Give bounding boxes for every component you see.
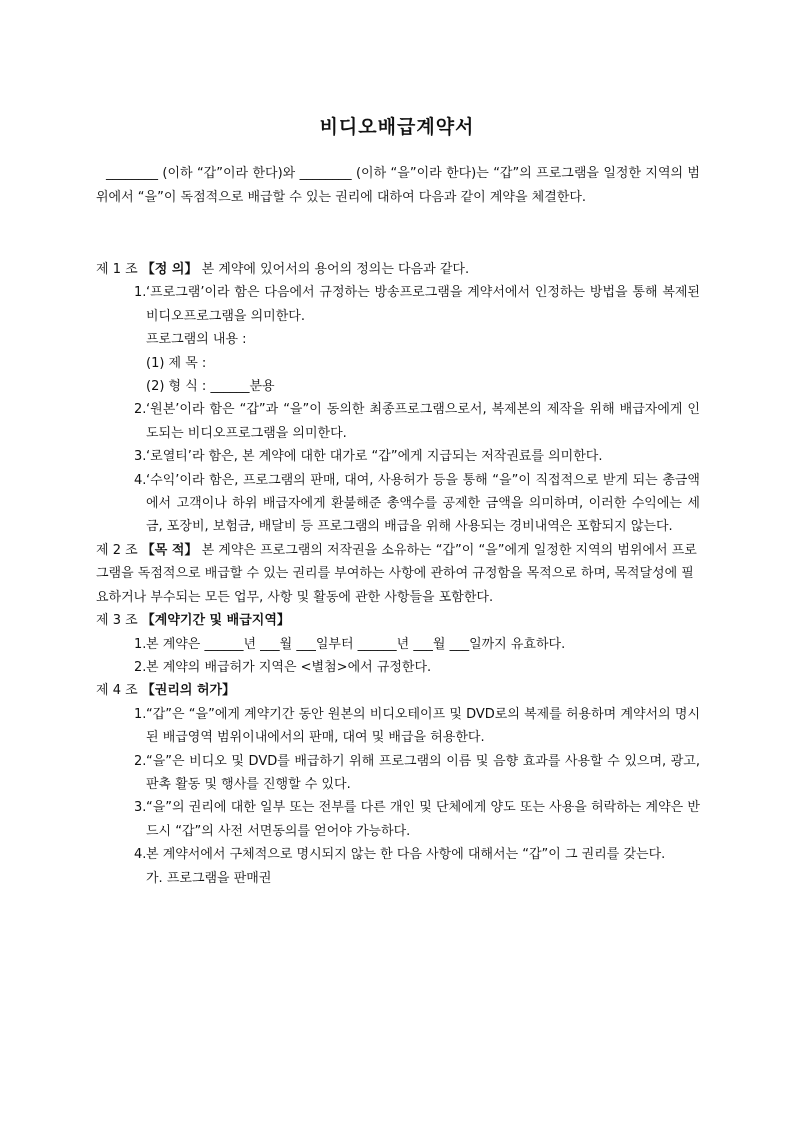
list-item xyxy=(96,867,700,890)
item-text: “을”의 권리에 대한 일부 또는 전부를 다른 개인 및 단체에게 양도 또는 사용을 허락하는 계약은 반드시 “갑”의 사전 서면동의를 얻어야 가능하다. xyxy=(146,800,700,839)
list-item xyxy=(96,656,700,679)
intro-paragraph: ________ (이하 “갑”이라 한다)와 ________ (이하 “을”이라 한다)는 “갑”의 프로그램을 일정한 지역의 범위에서 “을”이 독점적으로 배급할 수 있는 권리에 대하여 다음과 같이 계약을 체결한다. xyxy=(96,166,700,205)
item-number: 2. xyxy=(134,753,147,769)
article-2 xyxy=(96,539,700,609)
item-number: 1. xyxy=(134,706,147,722)
list-item xyxy=(96,750,700,797)
item-number: 4. xyxy=(134,847,147,863)
list-item xyxy=(96,843,700,866)
item-text: ‘원본’이라 함은 “갑”과 “을”이 동의한 최종프로그램으로서, 복제본의 제작을 위해 배급자에게 인도되는 비디오프로그램을 의미한다. xyxy=(146,402,700,441)
item-text: 본 계약서에서 구체적으로 명시되지 않는 한 다음 사항에 대해서는 “갑”이 그 권리를 갖는다. xyxy=(146,847,666,863)
list-item xyxy=(96,281,700,328)
list-item xyxy=(96,352,700,375)
article-title: 【정 의】 xyxy=(141,262,198,277)
article-label: 제 3 조 xyxy=(96,613,138,629)
article-1 xyxy=(96,258,700,281)
article-text: 본 계약은 프로그램의 저작권을 소유하는 “갑”이 “을”에게 일정한 지역의 범위에서 프로그램을 독점적으로 배급할 수 있는 권리를 부여하는 사항에 관하여 규정함을 목적으로 하며, 목적달성에 필요하거나 부수되는 모든 업무, 사항 및 활동에 관한 사항들을 포함한다. xyxy=(96,542,697,605)
list-item xyxy=(96,796,700,843)
item-text: ‘수익’이라 함은, 프로그램의 판매, 대여, 사용허가 등을 통해 “을”이 직접적으로 받게 되는 총금액에서 고객이나 하위 배급자에게 환불해준 총액수를 공제한 금액을 의미하며, 이러한 수익에는 세금, 포장비, 보험금, 배달비 등 프로그램의 배급을 위해 사용되는 경비내역은 포함되지 않는다. xyxy=(146,472,700,535)
list-item xyxy=(96,398,700,445)
item-number: 3. xyxy=(134,800,147,816)
item-text: “갑”은 “을”에게 계약기간 동안 원본의 비디오테이프 및 DVD로의 복제를 허용하며 계약서의 명시된 배급영역 범위이내에서의 판매, 대여 및 배급을 허용한다. xyxy=(146,706,700,746)
item-text: 본 계약은 ______년 ___월 ___일부터 ______년 ___월 ___일까지 유효하다. xyxy=(146,636,566,652)
list-item xyxy=(96,633,700,656)
article-label: 제 1 조 xyxy=(96,262,138,277)
item-text: 프로그램의 내용 : xyxy=(146,332,247,348)
item-number: 1. xyxy=(134,636,147,652)
article-label: 제 4 조 xyxy=(96,683,138,699)
article-title: 【권리의 허가】 xyxy=(141,683,236,699)
item-number: 2. xyxy=(134,402,147,418)
list-item xyxy=(96,328,700,351)
item-text: 가. 프로그램을 판매권 xyxy=(146,870,272,886)
article-title: 【계약기간 및 배급지역】 xyxy=(141,613,290,629)
list-item xyxy=(96,375,700,398)
item-number: 2. xyxy=(134,659,147,675)
article-4 xyxy=(96,679,700,702)
article-text: 본 계약에 있어서의 용어의 정의는 다음과 같다. xyxy=(197,262,470,277)
document-body xyxy=(96,258,700,890)
article-title: 【목 적】 xyxy=(141,542,198,558)
item-text: (2) 형 식 : ______분용 xyxy=(146,379,275,395)
item-number: 4. xyxy=(134,472,147,488)
item-number: 1. xyxy=(134,285,147,301)
list-item xyxy=(96,445,700,468)
list-item xyxy=(96,469,700,539)
document-title: 비디오배급계약서 xyxy=(319,116,475,138)
list-item xyxy=(96,703,700,750)
item-text: (1) 제 목 : xyxy=(146,355,207,371)
article-label: 제 2 조 xyxy=(96,542,138,558)
item-text: ‘로열티’라 함은, 본 계약에 대한 대가로 “갑”에게 지급되는 저작권료를 의미한다. xyxy=(146,449,603,465)
item-text: “을”은 비디오 및 DVD를 배급하기 위해 프로그램의 이름 및 음향 효과를 사용할 수 있으며, 광고, 판촉 활동 및 행사를 진행할 수 있다. xyxy=(146,753,700,792)
item-text: ‘프로그램’이라 함은 다음에서 규정하는 방송프로그램을 계약서에서 인정하는 방법을 통해 복제된 비디오프로그램을 의미한다. xyxy=(146,285,700,324)
item-text: 본 계약의 배급허가 지역은 <별첨>에서 규정한다. xyxy=(146,659,432,675)
article-3 xyxy=(96,609,700,632)
item-number: 3. xyxy=(134,449,147,465)
